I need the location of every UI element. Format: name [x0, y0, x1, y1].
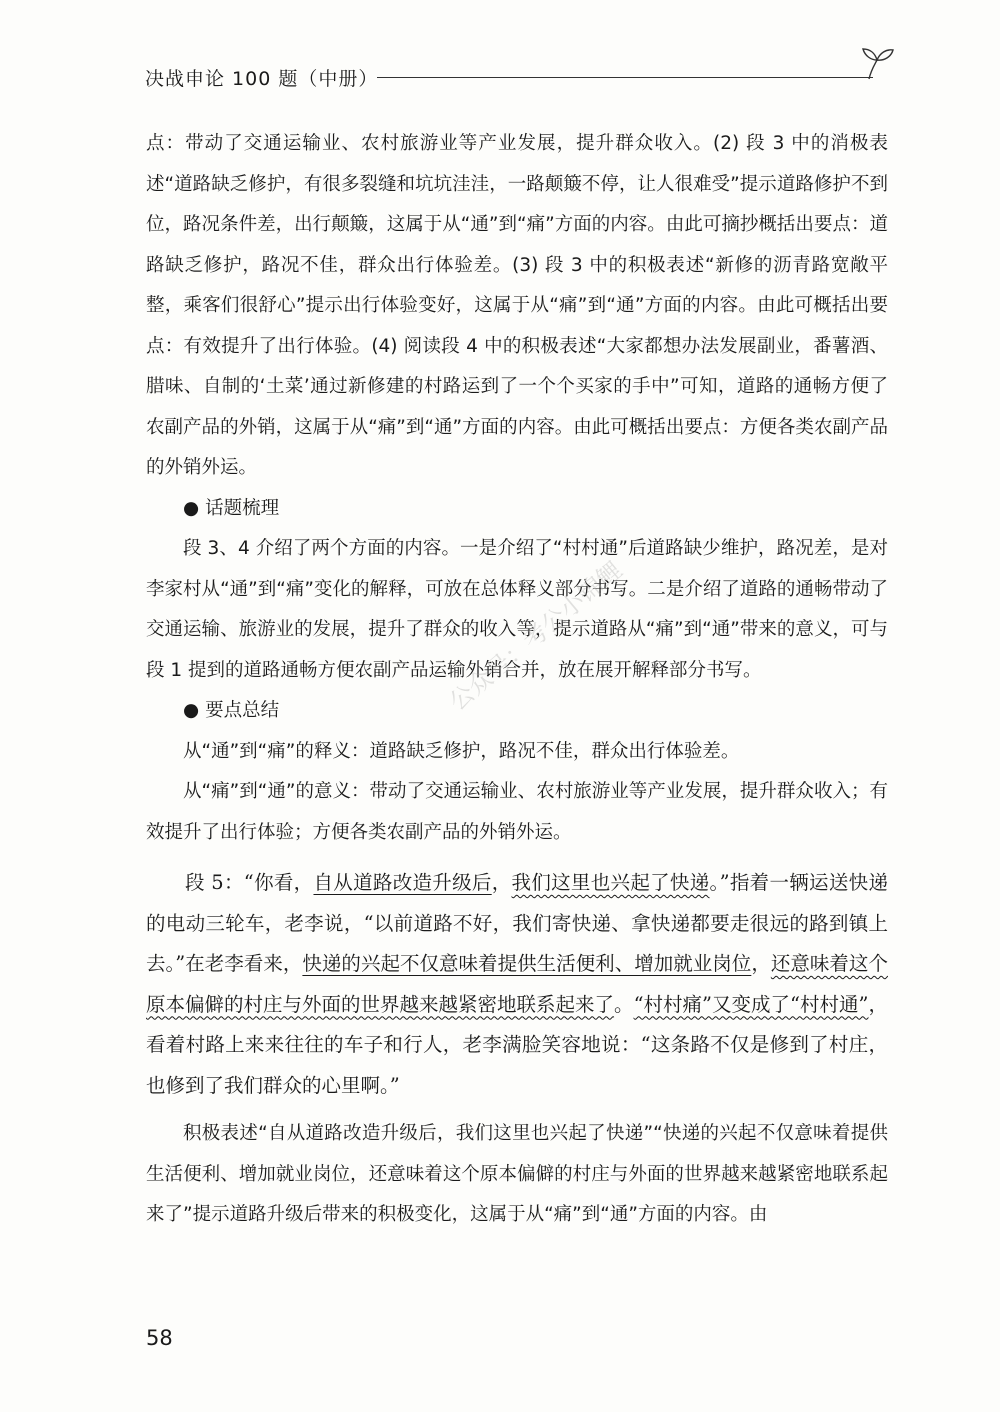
p5-wavy-underline-1: 我们这里也兴起了快递: [511, 871, 710, 894]
running-header: [145, 56, 895, 96]
p5-text: 。”指着一辆运送快递的电动三轮车，老李说，“以前道路不好，我们寄快递、拿快递都要走很远的路到镇上去。”在老李看来，: [146, 871, 888, 975]
source-paragraph-5: [146, 863, 888, 1106]
summary-line-2: 从“痛”到“通”的意义：带动了交通运输业、农村旅游业等产业发展，提升群众收入；有效提升了出行体验；方便各类农副产品的外销外运。: [146, 781, 888, 843]
p5-text: ，看着村路上来来往往的车子和行人，老李满脸笑容地说：“这条路不仅是修到了村庄，也修到了我们群众的心里啊。”: [146, 992, 888, 1097]
summary-heading-label: 要点总结: [205, 700, 280, 721]
sprout-icon: [859, 46, 895, 80]
bullet-icon: ●: [183, 700, 200, 721]
header-rule: [377, 77, 873, 78]
p5-text: 段 5：“你看，: [185, 871, 314, 894]
page-content: [146, 124, 888, 1236]
p5-underline-2: 快递的兴起不仅意味着提供生活便利、增加就业岗位: [302, 952, 752, 975]
topic-heading: [146, 489, 888, 530]
answer-analysis-paragraph: 点：带动了交通运输业、农村旅游业等产业发展，提升群众收入。(2) 段 3 中的消极表述“道路缺乏修护，有很多裂缝和坑坑洼洼，一路颠簸不停，让人很难受”提示道路修护不到位，路况条件差，出行颠簸，这属于从“通”到“痛”方面的内容。由此可摘抄概括出要点：道路缺乏修护，路况不佳，群众出行体验差。(3) 段 3 中的积极表述“新修的沥青路宽敞平整，乘客们很舒心”提示出行体验变好，这属于从“痛”到“通”方面的内容。由此可概括出要点：有效提升了出行体验。(4) 阅读段 4 中的积极表述“大家都想办法发展副业，番薯酒、腊味、自制的‘土菜’通过新修建的村路运到了一个个买家的手中”可知，道路的通畅方便了农副产品的外销，这属于从“痛”到“通”方面的内容。由此可概括出要点：方便各类农副产品的外销外运。: [146, 133, 888, 478]
p5-underline-1: 自从道路改造升级后: [313, 871, 492, 894]
summary-heading: [146, 691, 888, 732]
page-number: 58: [146, 1326, 173, 1350]
summary-line-1: 从“通”到“痛”的释义：道路缺乏修护，路况不佳，群众出行体验差。: [183, 740, 740, 762]
book-title: 决战申论 100 题（中册）: [145, 68, 379, 90]
p5-wavy-underline-3: “村村痛”又变成了“村村通”: [633, 992, 869, 1016]
p5-text: ，: [491, 871, 512, 894]
topic-heading-label: 话题梳理: [205, 497, 280, 519]
p5-wavy-underline-2: 还意味着这个原本偏僻的村庄与外面的世界越来越紧密地联系起来了: [146, 952, 888, 1016]
p5-text: 。: [614, 992, 634, 1016]
paragraph-5-analysis: 积极表述“自从道路改造升级后，我们这里也兴起了快递”“快递的兴起不仅意味着提供生活便利、增加就业岗位，还意味着这个原本偏僻的村庄与外面的世界越来越紧密地联系起来了”提示道路升级后带来的积极变化，这属于从“痛”到“通”方面的内容。由: [146, 1123, 888, 1225]
watermark: 公众号：考公小锦鲤: [443, 555, 628, 717]
topic-body: 段 3、4 介绍了两个方面的内容。一是介绍了“村村通”后道路缺少维护，路况差，是对李家村从“通”到“痛”变化的解释，可放在总体释义部分书写。二是介绍了道路的通畅带动了交通运输、旅游业的发展，提升了群众的收入等，提示道路从“痛”到“通”带来的意义，可与段 1 提到的道路通畅方便农副产品运输外销合并，放在展开解释部分书写。: [146, 538, 888, 681]
bullet-icon: ●: [183, 497, 200, 519]
p5-text: ，: [751, 952, 771, 975]
